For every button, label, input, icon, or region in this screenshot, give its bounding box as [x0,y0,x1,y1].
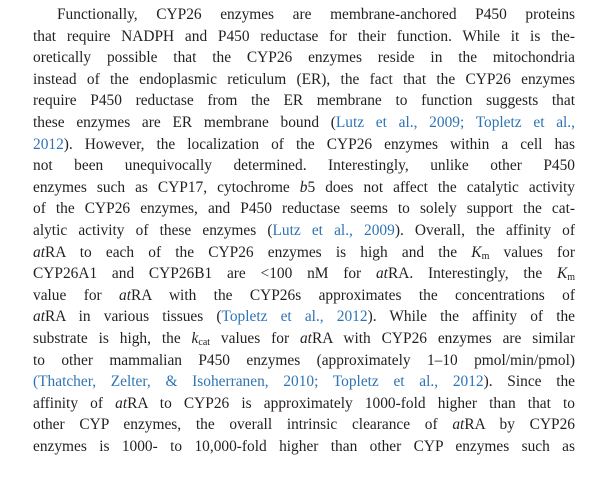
text-run: RA with the CYP26s approximates the concentrations of [131,286,575,304]
italic-text: at [33,243,45,261]
text-run: not been unequivocally determined. Interestingly, unlike other P450 [33,157,575,175]
text-run: RA in various tissues ( [44,308,222,326]
text-run: instead of the endoplasmic reticulum (ER), the fact that the CYP26 enzymes [33,70,575,88]
citation-link[interactable]: Thatcher, Zelter, & Isoherranen, 2010; Topletz et al., 2012 [38,373,484,391]
text-run: enzymes is 1000- to 10,000-fold higher than other CYP enzymes such as [33,437,575,455]
citation-link[interactable]: Lutz et al., 2009; Topletz et al., [335,113,575,131]
text-line [33,414,575,436]
text-run: ). Overall, the affinity of [394,221,576,239]
subscript: m [567,272,575,284]
italic-text: at [119,286,132,304]
italic-text: K [471,243,482,261]
text-run: substrate is high, the [33,329,192,347]
text-run: affinity of [33,394,116,412]
citation-link[interactable]: Lutz et al., 2009 [272,221,395,239]
italic-text: at [115,394,128,412]
text-line [33,306,575,328]
citation-link[interactable]: Topletz et al., 2012 [221,308,368,326]
text-line [33,26,575,48]
text-line [33,242,575,264]
text-run: RA with CYP26 enzymes are similar [311,329,576,347]
italic-text: k [191,329,199,347]
text-line [33,112,575,134]
text-run: ). Since the [483,373,576,391]
text-line [33,47,575,69]
italic-text: at [375,265,388,283]
text-line [33,436,575,458]
italic-text: b [299,178,308,196]
citation-link[interactable]: ( [33,373,39,391]
text-run: enzymes such as CYP17, cytochrome [33,178,300,196]
text-line [33,393,575,415]
italic-text: K [556,265,568,283]
text-run: of the CYP26 enzymes, and P450 reductase seems to solely support the cat- [33,200,575,218]
text-line [33,350,575,372]
text-run: ). While the affinity of the [367,308,575,326]
text-line [33,69,575,91]
text-run: these enzymes are ER membrane bound ( [33,113,336,131]
text-run: 5 does not affect the catalytic activity [307,178,575,196]
text-line [33,134,575,156]
text-run: Functionally, CYP26 enzymes are membrane-anchored P450 proteins [57,6,575,23]
text-run: ). However, the localization of the CYP26 enzymes within a cell has [63,135,575,153]
text-run: oretically possible that the CYP26 enzymes reside in the mitochondria [33,49,575,67]
text-run: RA to CYP26 is approximately 1000-fold higher than that to [127,394,575,412]
text-run: values for [489,243,576,261]
text-line [33,328,575,350]
citation-link[interactable]: 2012 [33,135,64,153]
italic-text: at [33,308,45,326]
text-run: require P450 reductase from the ER membrane to function suggests that [33,92,575,110]
text-line [33,90,575,112]
text-line [33,4,575,26]
text-run: CYP26A1 and CYP26B1 are <100 nM for [33,265,376,283]
subscript: m [481,250,490,262]
text-line [33,220,575,242]
text-run: value for [33,286,120,304]
text-line [33,177,575,199]
text-run: other CYP enzymes, the overall intrinsic clearance of [33,416,453,434]
text-run: values for [210,329,300,347]
italic-text: at [299,329,312,347]
body-paragraph [33,4,575,457]
text-run: RA. Interestingly, the [387,265,557,283]
text-line [33,263,575,285]
text-line [33,371,575,393]
text-run: alytic activity of these enzymes ( [33,221,273,239]
text-line [33,198,575,220]
subscript: cat [198,336,211,348]
text-run: RA by CYP26 [464,416,576,434]
text-line [33,285,575,307]
text-run: to other mammalian P450 enzymes (approximately 1–10 pmol/min/pmol) [33,351,575,369]
text-run: RA to each of the CYP26 enzymes is high and the [44,243,472,261]
text-line [33,155,575,177]
italic-text: at [452,416,465,434]
text-run: that require NADPH and P450 reductase for their function. While it is the- [33,27,575,45]
